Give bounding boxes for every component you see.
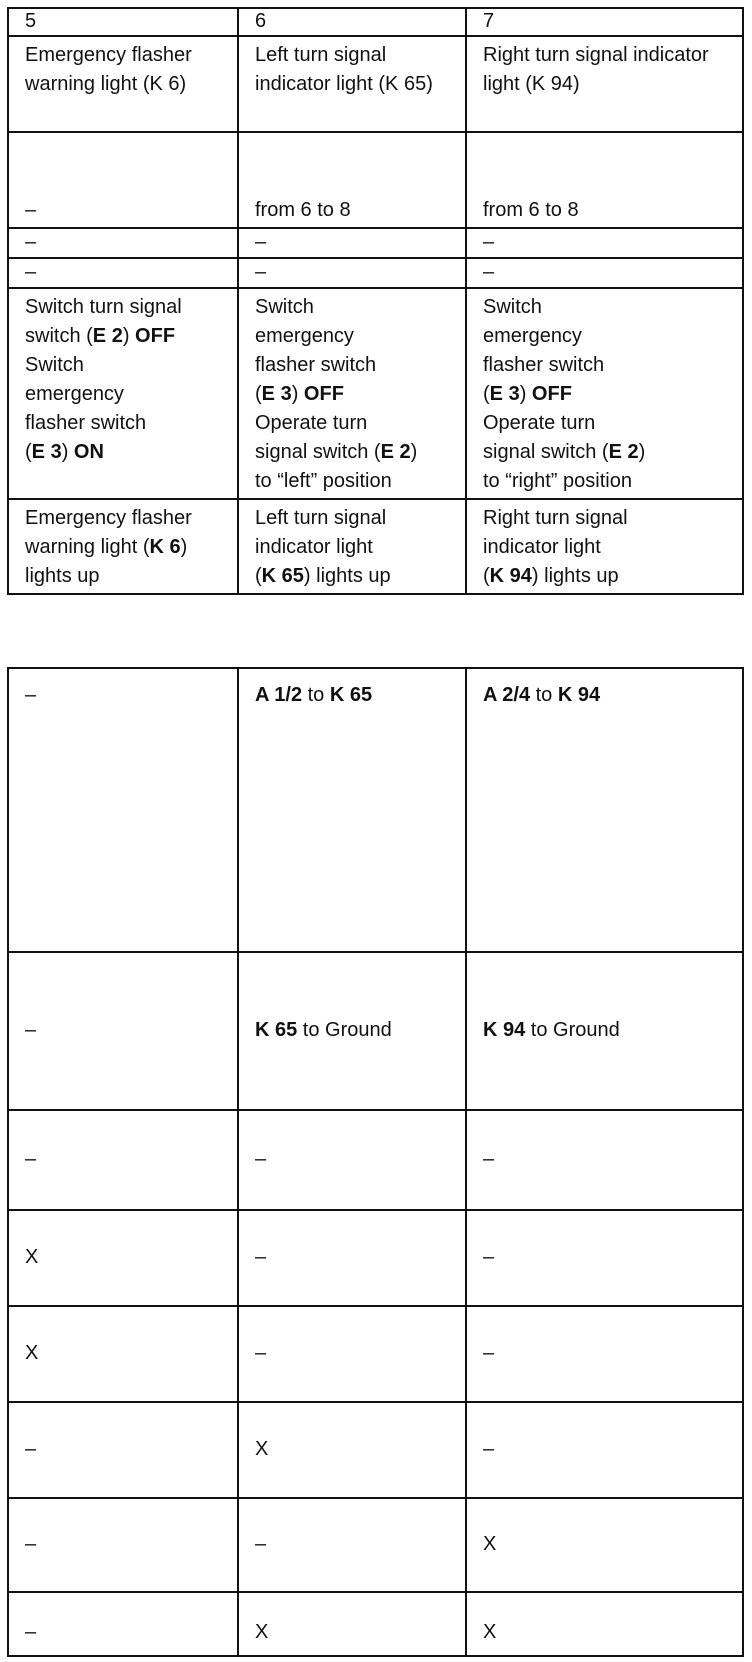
dash-cell: – bbox=[238, 228, 466, 258]
dash-cell: – bbox=[466, 228, 743, 258]
check-cell: X bbox=[8, 1306, 238, 1402]
range-cell-5: – bbox=[8, 132, 238, 228]
result-row bbox=[8, 499, 743, 594]
check-cell: – bbox=[466, 1402, 743, 1498]
range-cell-6: from 6 to 8 bbox=[238, 132, 466, 228]
check-row-3 bbox=[8, 1306, 743, 1402]
result-cell-7: Right turn signal indicator light (K 94) lights up bbox=[466, 499, 743, 594]
check-row-5 bbox=[8, 1498, 743, 1592]
dash-row-1 bbox=[8, 228, 743, 258]
check-cell: – bbox=[466, 1210, 743, 1306]
component-k65: Left turn signal indicator light (K 65) bbox=[238, 36, 466, 132]
check-cell: – bbox=[8, 1402, 238, 1498]
connection-cell-7: A 2/4 to K 94 bbox=[466, 668, 743, 952]
range-cell-7: from 6 to 8 bbox=[466, 132, 743, 228]
ground-row bbox=[8, 952, 743, 1110]
component-k94: Right turn signal indicator light (K 94) bbox=[466, 36, 743, 132]
connection-row bbox=[8, 668, 743, 952]
check-cell: X bbox=[466, 1592, 743, 1656]
check-cell: X bbox=[238, 1402, 466, 1498]
check-cell: X bbox=[8, 1210, 238, 1306]
ground-cell-6: K 65 to Ground bbox=[238, 952, 466, 1110]
test-table-upper bbox=[7, 7, 744, 595]
check-cell: – bbox=[466, 1110, 743, 1210]
procedure-row bbox=[8, 288, 743, 499]
result-cell-5: Emergency flasher warning light (K 6) lights up bbox=[8, 499, 238, 594]
result-cell-6: Left turn signal indicator light (K 65) lights up bbox=[238, 499, 466, 594]
check-cell: – bbox=[238, 1110, 466, 1210]
component-row bbox=[8, 36, 743, 132]
test-table-lower bbox=[7, 667, 744, 1657]
ground-cell-7: K 94 to Ground bbox=[466, 952, 743, 1110]
header-row bbox=[8, 8, 743, 36]
procedure-cell-6: Switch emergency flasher switch (E 3) OFF Operate turn signal switch (E 2) to “left” position bbox=[238, 288, 466, 499]
component-k6: Emergency flasher warning light (K 6) bbox=[8, 36, 238, 132]
check-cell: X bbox=[238, 1592, 466, 1656]
check-row-4 bbox=[8, 1402, 743, 1498]
check-cell: – bbox=[238, 1306, 466, 1402]
dash-cell: – bbox=[238, 258, 466, 288]
column-header-7: 7 bbox=[466, 8, 743, 36]
procedure-cell-5: Switch turn signal switch (E 2) OFF Switch emergency flasher switch (E 3) ON bbox=[8, 288, 238, 499]
column-header-6: 6 bbox=[238, 8, 466, 36]
check-row-6 bbox=[8, 1592, 743, 1656]
ground-cell-5: – bbox=[8, 952, 238, 1110]
check-cell: – bbox=[238, 1210, 466, 1306]
check-cell: – bbox=[238, 1498, 466, 1592]
dash-cell: – bbox=[8, 258, 238, 288]
dash-row-2 bbox=[8, 258, 743, 288]
check-row-2 bbox=[8, 1210, 743, 1306]
connection-cell-5: – bbox=[8, 668, 238, 952]
dash-cell: – bbox=[8, 228, 238, 258]
procedure-cell-7: Switch emergency flasher switch (E 3) OFF Operate turn signal switch (E 2) to “right” position bbox=[466, 288, 743, 499]
check-cell: – bbox=[8, 1498, 238, 1592]
check-cell: X bbox=[466, 1498, 743, 1592]
range-row bbox=[8, 132, 743, 228]
check-cell: – bbox=[8, 1592, 238, 1656]
column-header-5: 5 bbox=[8, 8, 238, 36]
check-row-1 bbox=[8, 1110, 743, 1210]
connection-cell-6: A 1/2 to K 65 bbox=[238, 668, 466, 952]
check-cell: – bbox=[8, 1110, 238, 1210]
check-cell: – bbox=[466, 1306, 743, 1402]
dash-cell: – bbox=[466, 258, 743, 288]
